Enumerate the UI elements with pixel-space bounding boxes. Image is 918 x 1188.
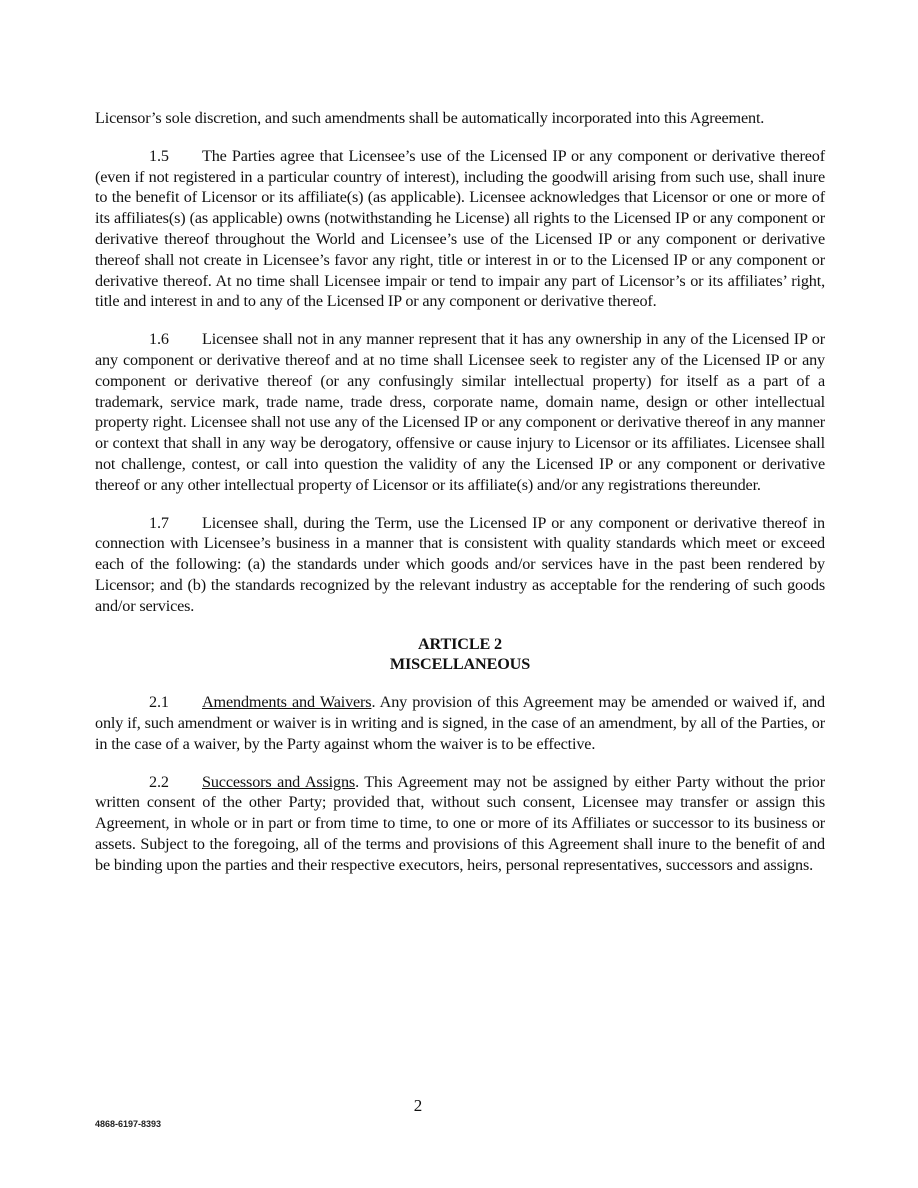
section-heading: Successors and Assigns xyxy=(202,772,356,791)
section-text: . Any provision of this Agreement may be amended or waived if, and only if, such amendment or waiver is in writing and is signed, in the case of an amendment, by all of the Parties, or in the case of a waiver, by the Party against whom the waiver is to be effective. xyxy=(95,693,825,753)
section-1-6 xyxy=(95,329,825,495)
section-text: The Parties agree that Licensee’s use of the Licensed IP or any component or derivative thereof (even if not registered in a particular country of interest), including the goodwill arising from such use, shall inure to the benefit of Licensor or its affiliate(s) (as applicable). Licensee acknowledges that Licensor or one or more of its affiliates(s) (as applicable) owns (notwithstanding he License) all rights to the Licensed IP or any component or derivative thereof throughout the World and Licensee’s use of the Licensed IP or any component or derivative thereof shall not create in Licensee’s favor any right, title or interest in or to the Licensed IP or any component or derivative thereof. At no time shall Licensee impair or tend to impair any part of Licensor’s or its affiliates’ right, title and interest in and to any of the Licensed IP or any component or derivative thereof. xyxy=(95,146,825,311)
section-number: 2.1 xyxy=(149,693,169,712)
section-number: 1.6 xyxy=(149,330,169,349)
section-text: Licensee shall not in any manner represent that it has any ownership in any of the Licensed IP or any component or derivative thereof and at no time shall Licensee seek to register any of the Licensed IP or any component or derivative thereof (or any confusingly similar intellectual property) for itself as a part of a trademark, service mark, trade name, trade dress, corporate name, domain name, design or other intellectual property right. Licensee shall not use any of the Licensed IP or any component or derivative thereof in any manner or context that shall in any way be derogatory, offensive or cause injury to Licensor or its affiliates. Licensee shall not challenge, contest, or call into question the validity of any the Licensed IP or any component or derivative thereof or any other intellectual property of Licensor or its affiliate(s) and/or any registrations thereunder. xyxy=(95,330,825,494)
continuation-paragraph: Licensor’s sole discretion, and such amendments shall be automatically incorporated into this Agreement. xyxy=(95,109,765,127)
section-text: . This Agreement may not be assigned by either Party without the prior written consent of the other Party; provided that, without such consent, Licensee may transfer or assign this Agreement, in whole or in part or from time to time, to one or more of its Affiliates or successor to its business or assets. Subject to the foregoing, all of the terms and provisions of this Agreement shall inure to the benefit of and be binding upon the parties and their respective executors, heirs, personal representatives, successors and assigns. xyxy=(95,772,825,874)
section-1-7 xyxy=(95,513,825,617)
document-page xyxy=(95,108,825,893)
section-1-5 xyxy=(95,146,825,312)
section-number: 1.7 xyxy=(149,513,169,532)
article-heading xyxy=(95,634,825,676)
article-subtitle: MISCELLANEOUS xyxy=(389,655,531,674)
document-id: 4868-6197-8393 xyxy=(95,1119,162,1129)
section-2-1 xyxy=(95,692,825,754)
article-title: ARTICLE 2 xyxy=(418,634,502,653)
section-text: Licensee shall, during the Term, use the Licensed IP or any component or derivative thereof in connection with Licensee’s business in a manner that is consistent with quality standards which meet or exceed each of the following: (a) the standards under which goods and/or services have in the past been rendered by Licensor; and (b) the standards recognized by the relevant industry as acceptable for the rendering of such goods and/or services. xyxy=(95,513,825,615)
section-heading: Amendments and Waivers xyxy=(202,693,372,712)
section-number: 1.5 xyxy=(149,146,169,165)
page-number: 2 xyxy=(413,1096,423,1115)
section-2-2 xyxy=(95,772,825,876)
section-number: 2.2 xyxy=(149,772,169,791)
